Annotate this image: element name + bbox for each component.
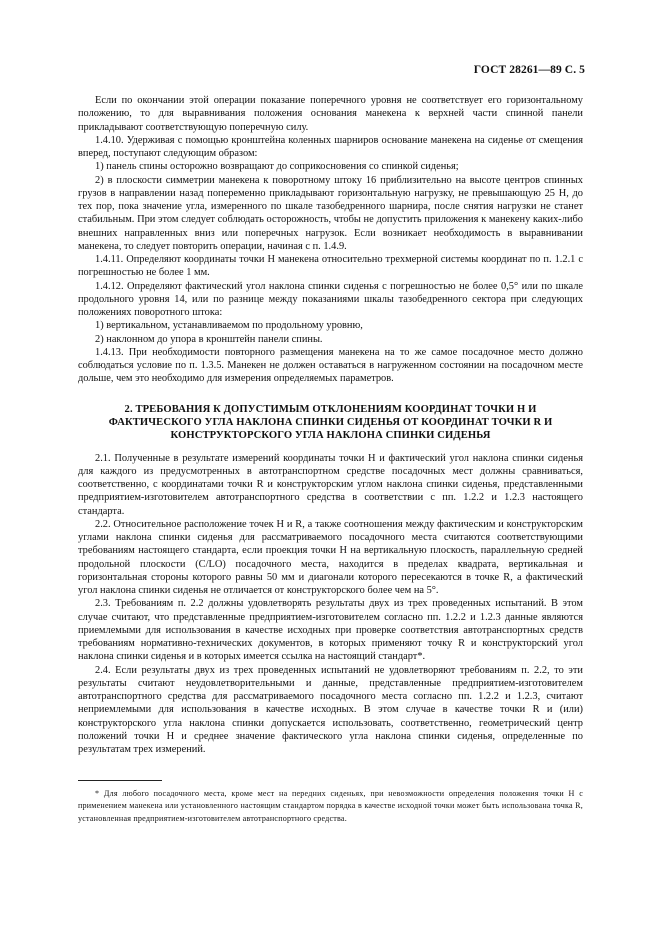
paragraph: 1) панель спины осторожно возвращают до соприкосновения со спинкой сиденья; (95, 161, 459, 173)
footnote (78, 788, 583, 825)
paragraph: 2.1. Полученные в результате измерений координаты точки H и фактический угол наклона спинки сиденья для каждого из предусмотренных в автотранспортном средстве посадочных мест должны сравниваться, соответственно, с координатами точки R и конструкторским углом наклона спинки сиденья, представленными предприятием-изготовителем автотранспортного средства в соответствии с пп. 1.2.2 и 1.2.3 настоящего стандарта. (78, 452, 583, 517)
paragraph: 1.4.13. При необходимости повторного размещения манекена на то же самое посадочное место должно соблюдаться условие по п. 1.3.5. Манекен не должен оставаться в нагруженном состоянии на посадочном месте дольше, чем это необходимо для измерения определяемых параметров. (78, 346, 583, 385)
paragraph: 2.4. Если результаты двух из трех проведенных испытаний не удовлетворяют требованиям п. 2.2, то эти результаты считают неудовлетворительными и данные, представленные предприятием-изготовителем автотранспортного средства для рассматриваемого посадочного места согласно пп. 1.2.2 и 1.2.3, считают неприемлемыми для использования в качестве исходных. В этом случае в качестве точки R и (или) конструкторского угла наклона спинки допускается использовать, соответственно, геометрический центр положений точки H и среднее значение фактического угла наклона спинки сиденья, определенные по результатам трех измерений. (78, 664, 583, 755)
section-1-4-continuation (78, 94, 583, 386)
paragraph: 1.4.11. Определяют координаты точки H манекена относительно трехмерной системы координат по п. 1.2.1 с погрешностью не более 1 мм. (78, 254, 583, 279)
paragraph: 2) наклонном до упора в кронштейн панели спины. (95, 333, 323, 345)
paragraph: 1) вертикальном, устанавливаемом по продольному уровню, (95, 320, 363, 332)
section-2-title: 2. ТРЕБОВАНИЯ К ДОПУСТИМЫМ ОТКЛОНЕНИЯМ КООРДИНАТ ТОЧКИ H И ФАКТИЧЕСКОГО УГЛА НАКЛОНА СПИНКИ СИДЕНЬЯ ОТ КООРДИНАТ ТОЧКИ R И КОНСТРУКТОРСКОГО УГЛА НАКЛОНА СПИНКИ СИДЕНЬЯ (108, 403, 553, 441)
paragraph: 1.4.12. Определяют фактический угол наклона спинки сиденья с погрешностью не более 0,5° или по шкале продольного уровня 14, или по разнице между показаниями шкалы тазобедренного сектора при следующих положениях поворотного штока: (78, 280, 583, 318)
footnote-text: * Для любого посадочного места, кроме мест на передних сиденьях, при невозможности определения положения точки H с применением манекена или установленного настоящим стандартом порядка в качестве исходной точки может быть использована точка R, установленная предприятием-изготовителем автотранспортного средства. (78, 789, 583, 823)
paragraph: 2) в плоскости симметрии манекена к поворотному штоку 16 приблизительно на высоте центров спинных грузов в направлении назад попеременно прикладывают горизонтальную нагрузку, не превышающую 25 Н, до тех пор, пока значение угла, измеренного по шкале тазобедренного шарнира, после снятия нагрузки не станет стабильным. При этом следует соблюдать осторожность, чтобы не допустить приложения к манекену каких-либо внешних направленных вниз или поперечных нагрузок. Если возникает необходимость в выравнивании манекена, то следует повторить операции, начиная с п. 1.4.9. (78, 174, 583, 252)
paragraph: 2.3. Требованиям п. 2.2 должны удовлетворять результаты двух из трех проведенных испытаний. В этом случае считают, что представленные предприятием-изготовителем согласно пп. 1.2.2 и 1.2.3 данные являются приемлемыми для использования в качестве исходных при проверке соответствия автотранспортных средств требованиям нормативно-технических документов, в которых применяют точку R и конструкторский угол наклона спинки сиденья и в которых имеется ссылка на настоящий стандарт*. (78, 598, 583, 663)
paragraph: 1.4.10. Удерживая с помощью кронштейна коленных шарниров основание манекена на сиденье от смещения вперед, поступают следующим образом: (78, 134, 583, 159)
paragraph: Если по окончании этой операции показание поперечного уровня не соответствует его горизонтальному положению, то для выравнивания положения основания манекена к верхней части спинной панели прикладывают соответствующую поперечную силу. (78, 95, 583, 133)
section-2-body (78, 452, 583, 757)
paragraph: 2.2. Относительное расположение точек H и R, а также соотношения между фактическим и конструкторским углами наклона спинки сиденья для рассматриваемого посадочного места считаются соответствующими требованиям настоящего стандарта, если проекция точки H на вертикальную плоскость, параллельную средней продольной плоскости (C/LO) посадочного места, находится в пределах квадрата, вертикальная и горизонтальная стороны которого равны 50 мм и диагонали которого пересекаются в точке R, а фактический угол наклона спинки сиденья не отличается от конструкторского более чем на 5°. (78, 518, 583, 596)
document-body (78, 94, 583, 825)
page-header: ГОСТ 28261—89 С. 5 (473, 64, 585, 76)
footnote-divider (78, 780, 162, 781)
